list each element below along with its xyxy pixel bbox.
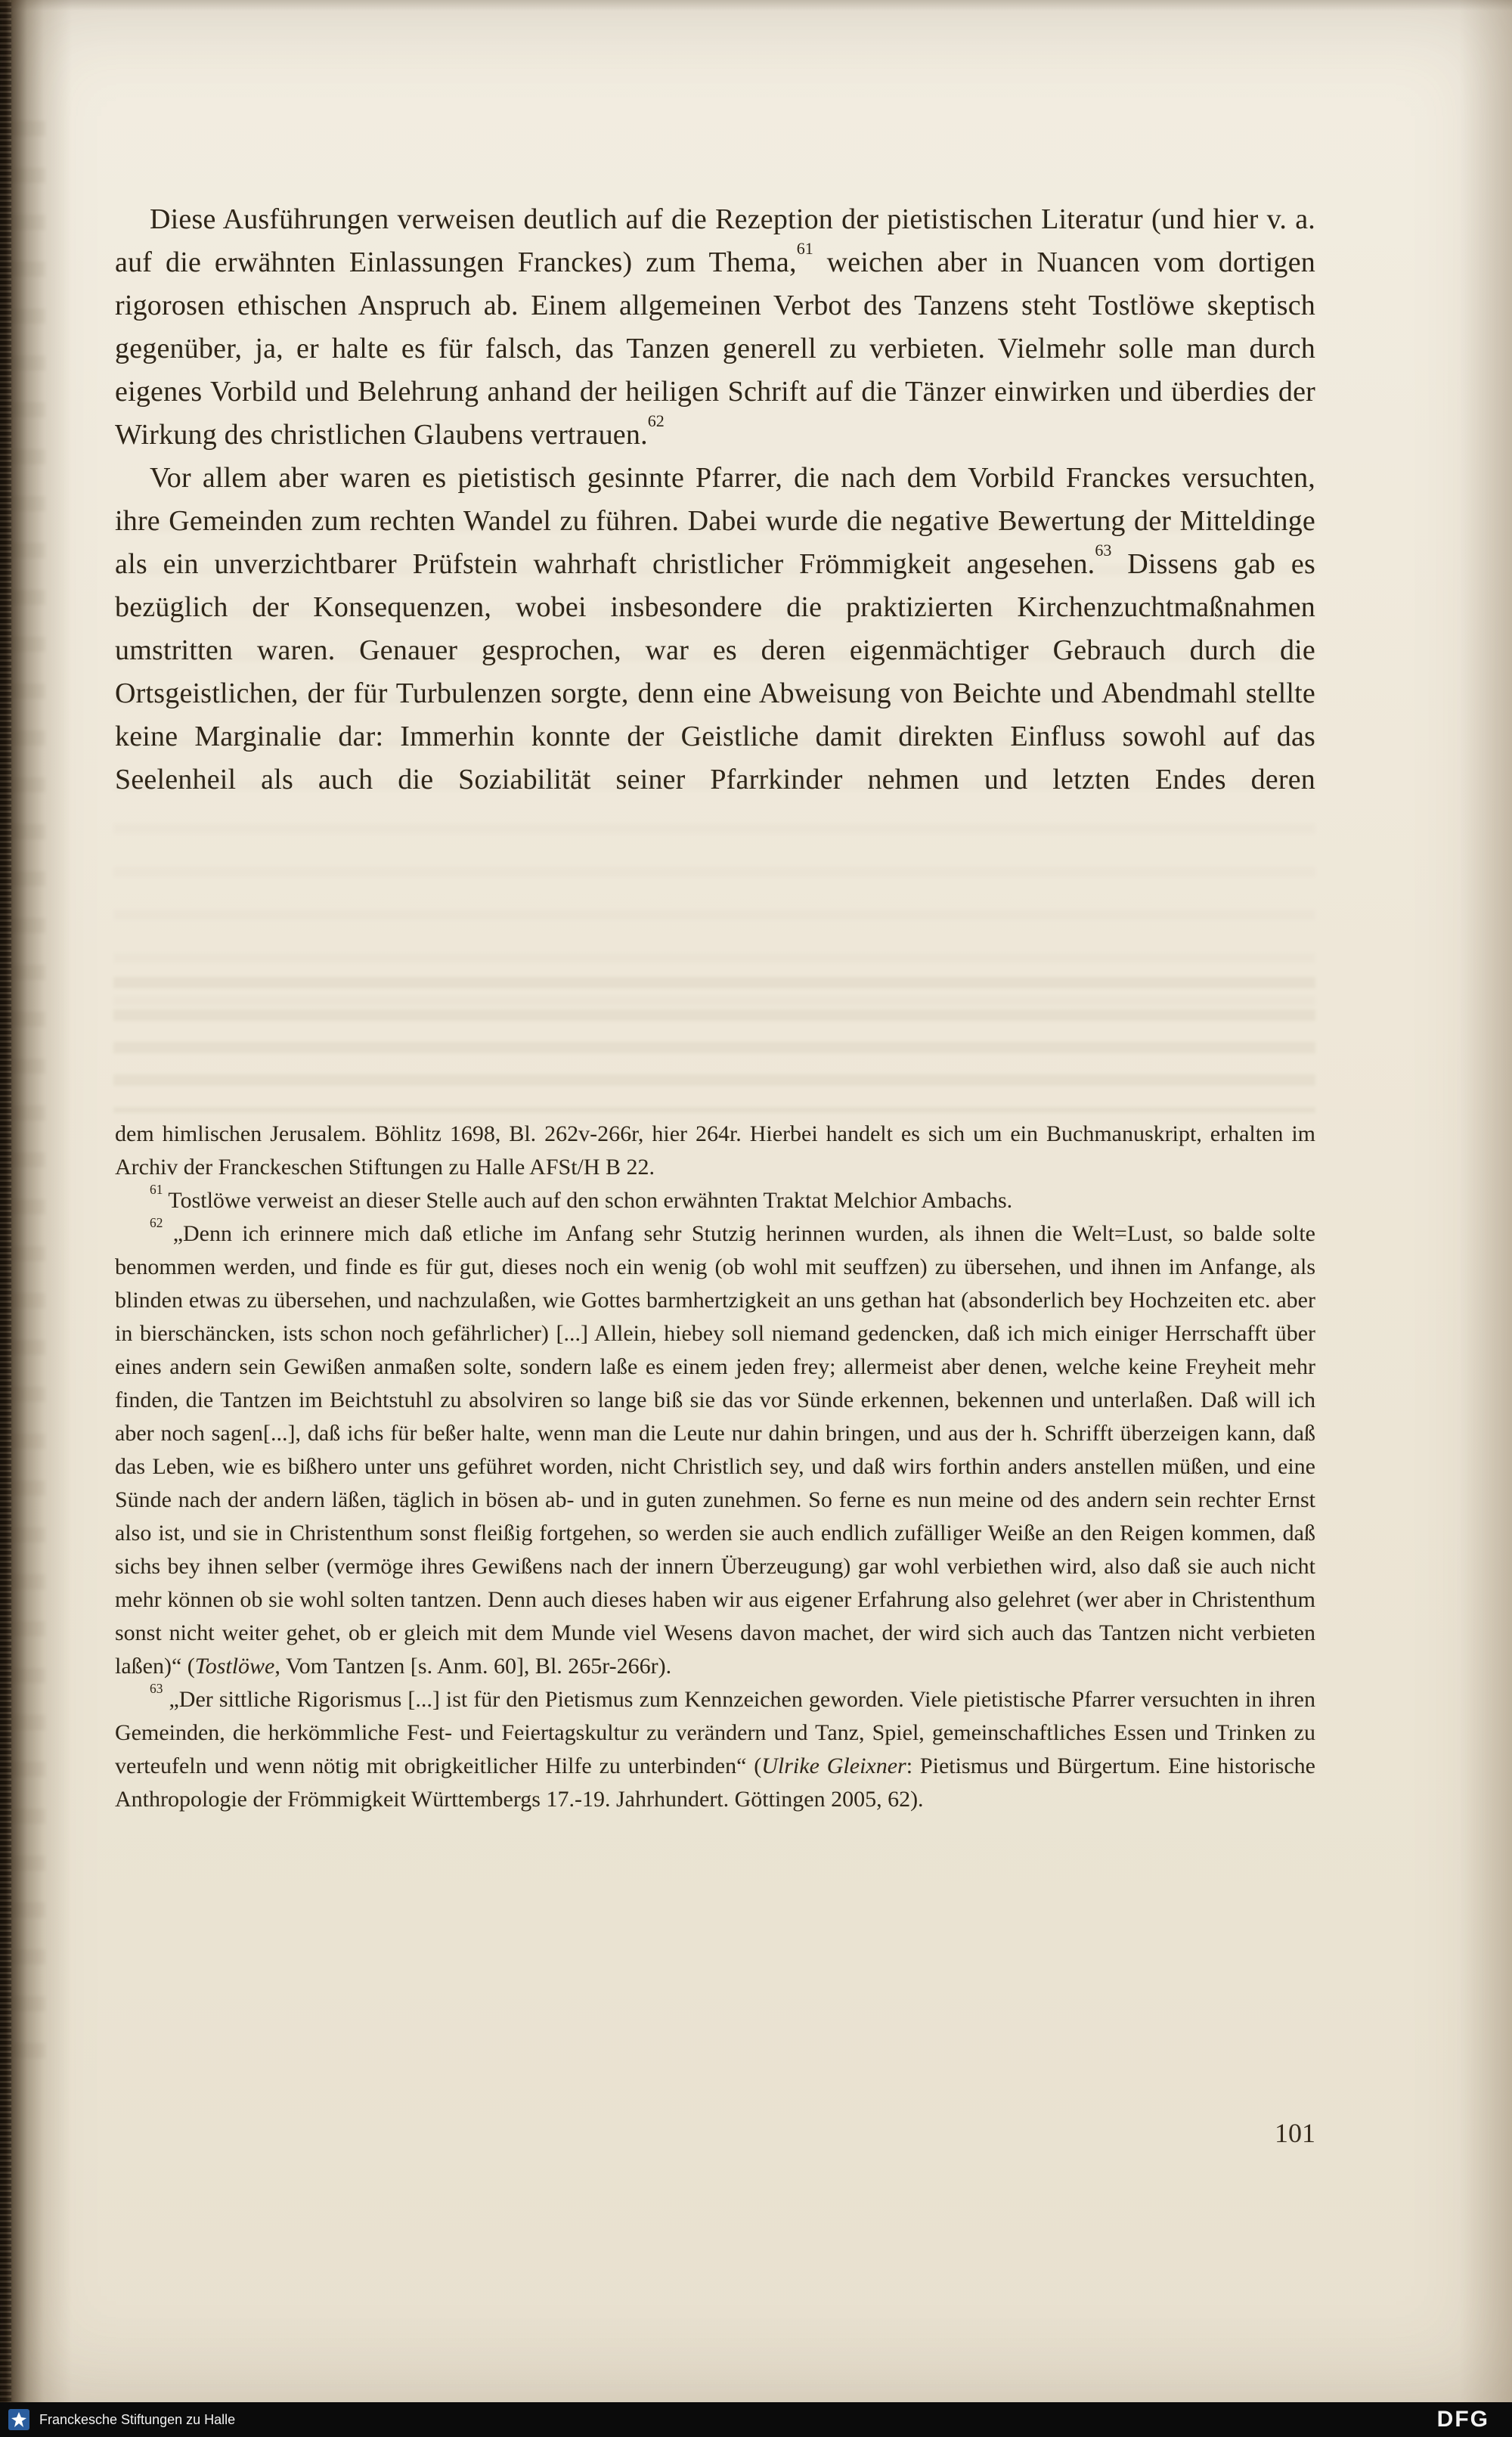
footnote-63: $^{63}$ „Der sittliche Rigorismus [...] ist für den Pietismus zum Kennzeichen geworden. Viele pietistische Pfarrer versuchten in ihren Gemeinden, die herkömmliche Fest- und Feiertagskultur zu verändern und Tanz, Spiel, gemeinschaftliches Essen und Trinken zu verteufeln und wenn nötig mit obrigkeitlicher Hilfe zu unterbinden“ (Ulrike Gleixner: Pietismus und Bürgertum. Eine historische Anthropologie der Frömmigkeit Württembergs 17.-19. Jahrhundert. Göttingen 2005, 62). xyxy=(115,1680,1315,1812)
body-paragraph-2: Vor allem aber waren es pietistisch gesinnte Pfarrer, die nach dem Vorbild Franckes versuchten, ihre Gemeinden zum rechten Wandel zu führen. Dabei wurde die negative Bewertung der Mitteldinge als ein unverzichtbarer Prüfstein wahrhaft christlicher Frömmigkeit angesehen.$^{63}$ Dissens gab es bezüglich der Konsequenzen, wobei insbesondere die praktizierten Kirchenzuchtmaßnahmen umstritten waren. Genauer gesprochen, war es deren eigenmächtiger Gebrauch durch die Ortsgeistlichen, der für Turbulenzen sorgte, denn eine Abweisung von Beichte und Abendmahl stellte keine Marginalie dar: Immerhin konnte der Geistliche damit direkten Einfluss sowohl auf das Seelenheil als auch die Soziabilität seiner Pfarrkinder nehmen und letzten Endes deren xyxy=(115,462,1315,795)
page-edges-texture xyxy=(0,0,11,2402)
body-paragraph-1: Diese Ausführungen verweisen deutlich auf die Rezeption der pietistischen Literatur (und hier v. a. auf die erwähnten Einlassungen Franckes) zum Thema,$^{61}$ weichen aber in Nuancen vom dortigen rigorosen ethischen Anspruch ab. Einem allgemeinen Verbot des Tanzens steht Tostlöwe skeptisch gegenüber, ja, er halte es für falsch, das Tanzen generell zu verbieten. Vielmehr solle man durch eigenes Vorbild und Belehrung anhand der heiligen Schrift auf die Tänzer einwirken und überdies der Wirkung des christlichen Glaubens vertrauen.$^{62}$ xyxy=(115,203,1315,451)
footer-library-label: Franckesche Stiftungen zu Halle xyxy=(39,2411,236,2427)
page-number: 101 xyxy=(1275,2118,1315,2148)
footnote-62: $^{62}$ „Denn ich erinnere mich daß etliche im Anfang sehr Stutzig herinnen wurden, als ihnen die Welt=Lust, so balde solte benommen werden, und finde es für gut, dieses noch ein wenig (ob wohl mit seuffzen) zu übersehen, und ihnen im Anfange, als blinden etwas zu übersehen, und nachzulaßen, wie Gottes barmhertzigkeit an uns gethan hat (absonderlich bey Hochzeiten etc. aber in bierschäncken, ists schon noch gefährlicher) [...] Allein, hiebey soll niemand gedencken, daß ich mich einiger Herrschafft über eines andern sein Gewißen anmaßen solte, sondern laße es einem jeden frey; allermeist aber denen, welche keine Freyheit mehr finden, die Tantzen im Beichtstuhl zu absolviren so lange biß sie das vor Sünde erkennen, bekennen und unterlaßen. Daß will ich aber noch sagen[...], daß ichs für beßer halte, wenn man die Leute nur dahin bringen, und aus der h. Schrifft überzeigen kann, daß das Leben, wie es bißhero unter uns geführet worden, nicht Christlich sey, und daß wirs forthin anders anstellen müßen, und eine Sünde nach der andern läßen, täglich in bösen ab- und in guten zunehmen. So ferne es nun meine od des andern sein rechter Ernst also ist, und sie in Christenthum sonst fleißig fortgehen, so werden sie auch endlich zufälliger Weiße an den Reigen kommen, daß sichs bey ihnen selber (vermöge ihres Gewißens nach der innern Überzeugung) gar wohl verbiethen wird, also daß sie auch nicht mehr können ob sie wohl solten tantzen. Denn auch dieses haben wir aus eigener Erfahrung also gelehret (wer aber in Christenthum sonst nicht weiter gehet, ob er gleich mit dem Munde viel Wesens davon machet, der wird sich auch das Tantzen nicht verbieten laßen)“ (Tostlöwe, Vom Tantzen [s. Anm. 60], Bl. 265r-266r). xyxy=(115,1214,1315,1679)
right-edge-shadow xyxy=(1459,0,1512,2402)
francke-stiftungen-logo-icon xyxy=(8,2408,30,2431)
scanner-footer-bar xyxy=(0,2402,1512,2437)
book-gutter-shadow xyxy=(0,0,72,2402)
footer-left-group xyxy=(8,2408,235,2431)
dfg-logo: DFG xyxy=(1436,2407,1489,2432)
main-text-block xyxy=(115,198,1315,801)
footnote-61: $^{61}$ Tostlöwe verweist an dieser Stelle auch auf den schon erwähnten Traktat Melchior Ambachs. xyxy=(150,1181,1013,1213)
bleedthrough-text xyxy=(113,977,1315,1113)
footnotes-block xyxy=(115,1118,1315,1816)
top-edge-shadow xyxy=(0,0,1512,11)
footnote-continuation: dem himlischen Jerusalem. Böhlitz 1698, Bl. 262v-266r, hier 264r. Hierbei handelt es sich um ein Buchmanuskript, erhalten im Archiv der Franckeschen Stiftungen zu Halle AFSt/H B 22. xyxy=(115,1121,1315,1180)
